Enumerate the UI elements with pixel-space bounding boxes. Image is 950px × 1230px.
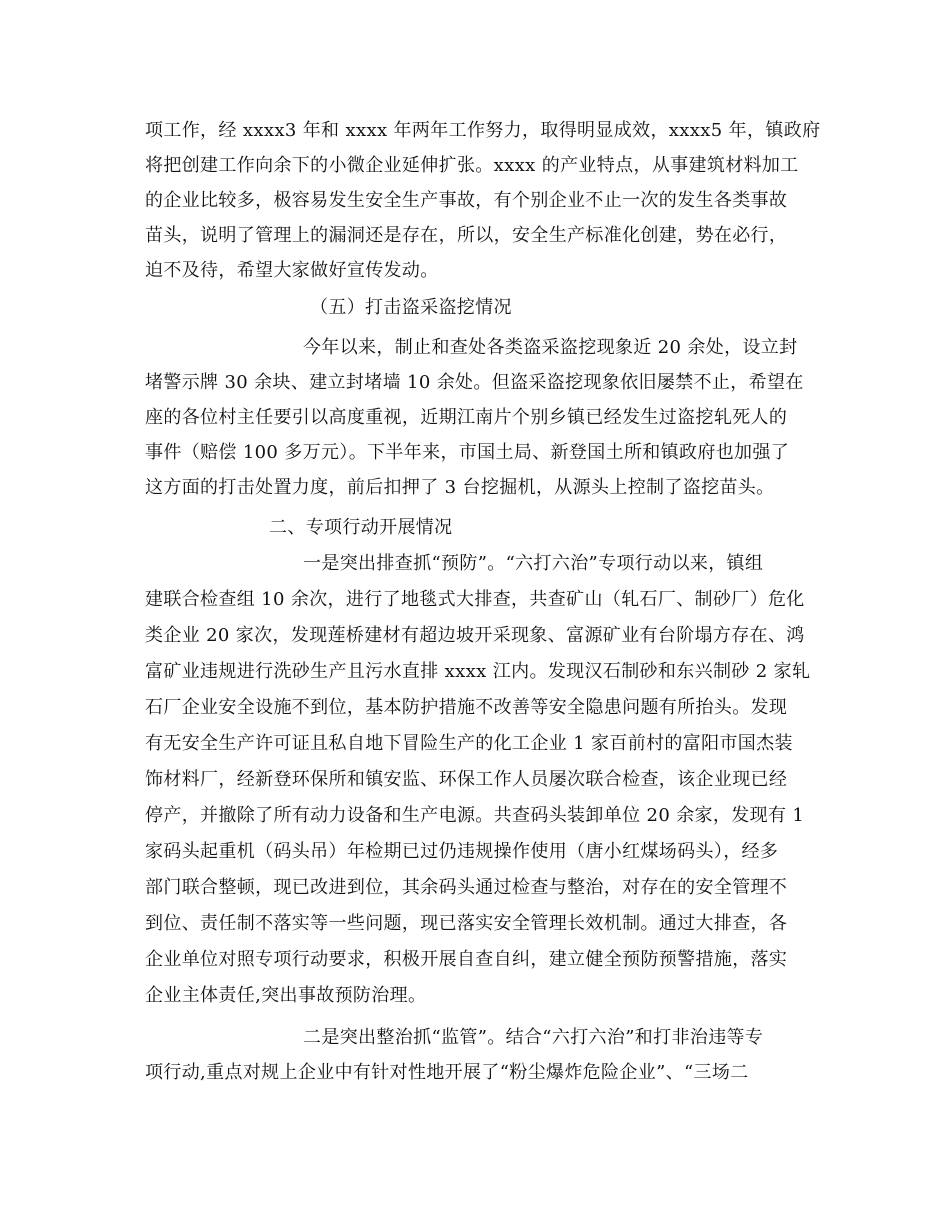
- paragraph-first-line: 一是突出排查抓“预防”。“六打六治”专项行动以来，镇组: [303, 553, 764, 574]
- body-text-line: 有无安全生产许可证且私自地下冒险生产的化工企业 1 家百前村的富阳市国杰装: [145, 733, 793, 754]
- paragraph-first-line: 二是突出整治抓“监管”。结合“六打六治”和打非治违等专: [303, 1027, 764, 1048]
- body-text-line: 座的各位村主任要引以高度重视，近期江南片个别乡镇已经发生过盗挖轧死人的: [145, 407, 788, 428]
- body-text-line: 部门联合整顿，现已改进到位，其余码头通过检查与整治，对存在的安全管理不: [145, 877, 788, 898]
- body-text-line: 富矿业违规进行洗砂生产且污水直排 xxxx 江内。发现汉石制砂和东兴制砂 2 家轧: [145, 661, 811, 682]
- body-text-line: 堵警示牌 30 余块、建立封堵墙 10 余处。但盗采盗挖现象依旧屡禁不止，希望在: [145, 372, 804, 393]
- body-text-line: 家码头起重机（码头吊）年检期已过仍违规操作使用（唐小红煤场码头），经多: [145, 841, 779, 862]
- section-heading: （五）打击盗采盗挖情况: [310, 297, 512, 318]
- body-text-line: 建联合检查组 10 余次，进行了地毯式大排查，共查矿山（轧石厂、制砂厂）危化: [145, 589, 805, 610]
- body-text-line: 项行动,重点对规上企业中有针对性地开展了“粉尘爆炸危险企业”、“三场二: [145, 1062, 749, 1083]
- body-text-line: 事件（赔偿 100 多万元）。下半年来，市国土局、新登国土所和镇政府也加强了: [145, 442, 790, 463]
- body-text-line: 的企业比较多，极容易发生安全生产事故，有个别企业不止一次的发生各类事故: [145, 190, 788, 211]
- body-text-line: 类企业 20 家次，发现莲桥建材有超边坡开采现象、富源矿业有台阶塌方存在、鸿: [145, 625, 805, 646]
- body-text-line: 饰材料厂，经新登环保所和镇安监、环保工作人员屡次联合检查，该企业现已经: [145, 769, 788, 790]
- body-text-line: 到位、责任制不落实等一些问题，现已落实安全管理长效机制。通过大排查，各: [145, 913, 788, 934]
- section-heading: 二、专项行动开展情况: [269, 517, 453, 538]
- paragraph-first-line: 今年以来，制止和查处各类盗采盗挖现象近 20 余处，设立封: [303, 337, 798, 358]
- body-text-line: 项工作，经 xxxx3 年和 xxxx 年两年工作努力，取得明显成效，xxxx5 年，镇政府: [145, 120, 821, 141]
- body-text-line: 苗头，说明了管理上的漏洞还是存在，所以，安全生产标准化创建，势在必行，: [145, 225, 788, 246]
- body-text-line: 迫不及待，希望大家做好宣传发动。: [145, 260, 439, 281]
- body-text-line: 这方面的打击处置力度，前后扣押了 3 台挖掘机，从源头上控制了盗挖苗头。: [145, 477, 775, 498]
- body-text-line: 企业主体责任,突出事故预防治理。: [145, 985, 427, 1006]
- body-text-line: 将把创建工作向余下的小微企业延伸扩张。xxxx 的产业特点，从事建筑材料加工: [145, 155, 799, 176]
- body-text-line: 企业单位对照专项行动要求，积极开展自查自纠，建立健全预防预警措施，落实: [145, 949, 788, 970]
- body-text-line: 停产，并撤除了所有动力设备和生产电源。共查码头装卸单位 20 余家，发现有 1: [145, 805, 805, 826]
- body-text-line: 石厂企业安全设施不到位，基本防护措施不改善等安全隐患问题有所抬头。发现: [145, 697, 788, 718]
